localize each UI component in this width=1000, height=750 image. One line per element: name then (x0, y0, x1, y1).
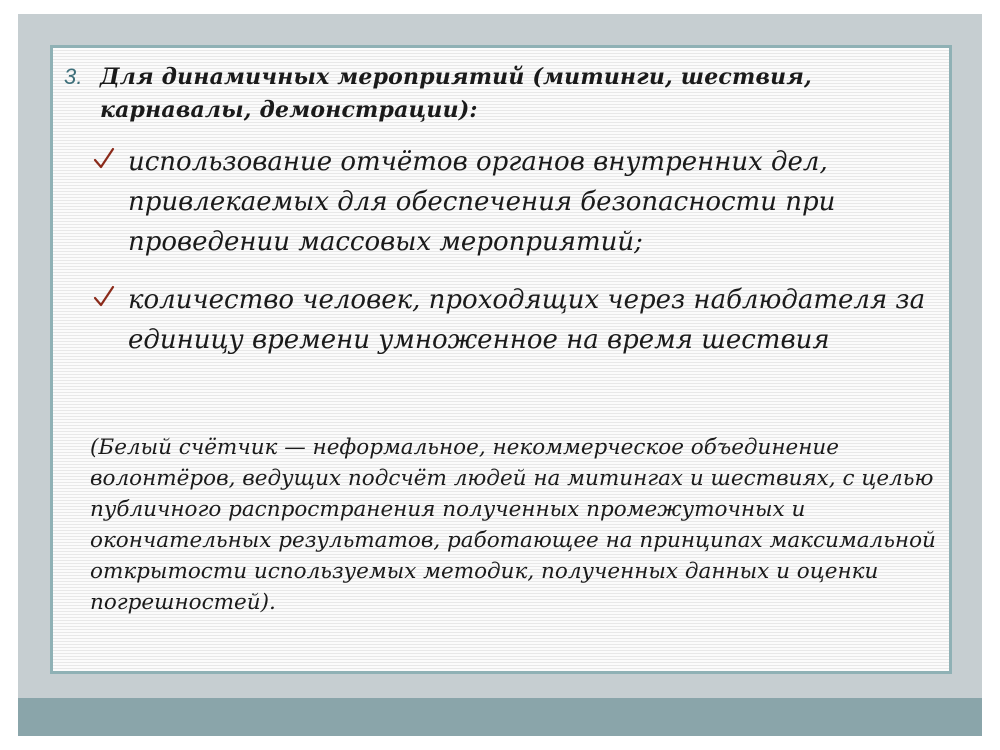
heading-number: 3. (64, 64, 83, 89)
heading-line-2: карнавалы, демонстрации): (100, 97, 478, 123)
bullet-item (92, 142, 942, 262)
bullet-item (92, 280, 942, 360)
checkmark-icon (92, 282, 116, 312)
bullet-text: использование отчётов органов внутренних дел, привлекаемых для обеспечения безопасности при проведении массовых мероприятий; (128, 147, 836, 257)
checkmark-icon (92, 144, 116, 174)
note-paragraph: (Белый счётчик — неформальное, некоммерческое объединение волонтёров, ведущих подсчёт людей на митингах и шествиях, с целью публичного распространения полученных промежуточных и окончательных результатов, работающее на принципах максимальной открытости используемых методик, полученных данных и оценки погрешностей). (90, 435, 936, 615)
slide-heading (64, 60, 934, 127)
bullet-text: количество человек, проходящих через наблюдателя за единицу времени умноженное на время шествия (128, 285, 926, 355)
heading-line-1: Для динамичных мероприятий (митинги, шествия, (100, 64, 812, 90)
footer-band (18, 698, 982, 736)
